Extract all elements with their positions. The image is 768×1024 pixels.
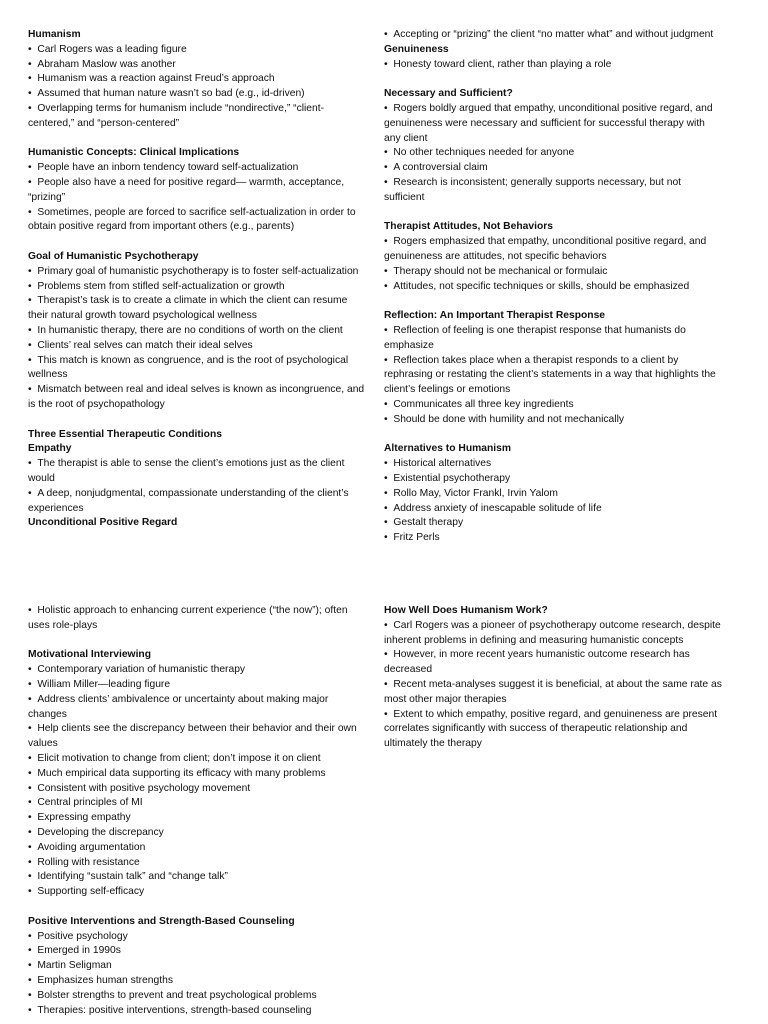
list-item: • Historical alternatives xyxy=(384,457,724,472)
list-item: • Mismatch between real and ideal selves is known as incongruence, and is the root of psychopathology xyxy=(28,383,368,413)
list-item: • Holistic approach to enhancing current experience (“the now”); often uses role-plays xyxy=(28,604,368,634)
list-item: • Emerged in 1990s xyxy=(28,944,368,959)
list-item: • A deep, nonjudgmental, compassionate understanding of the client’s experiences xyxy=(28,487,368,517)
list-item: • Honesty toward client, rather than playing a role xyxy=(384,58,724,73)
list-item: • The therapist is able to sense the client’s emotions just as the client would xyxy=(28,457,368,487)
list-item: • Abraham Maslow was another xyxy=(28,58,368,73)
list-item: • Contemporary variation of humanistic therapy xyxy=(28,663,368,678)
motivational-interviewing-heading: Motivational Interviewing xyxy=(28,649,152,661)
list-item: • Expressing empathy xyxy=(28,811,368,826)
list-item: • People have an inborn tendency toward self-actualization xyxy=(28,161,368,176)
empathy-heading: Empathy xyxy=(28,443,72,455)
list-item: • This match is known as congruence, and is the root of psychological wellness xyxy=(28,354,368,384)
list-item: • Research is inconsistent; generally supports necessary, but not sufficient xyxy=(384,176,724,206)
list-item: • Therapies: positive interventions, strength-based counseling xyxy=(28,1004,368,1019)
list-item: • Overlapping terms for humanism include “nondirective,” “client-centered,” and “person-centered” xyxy=(28,102,368,132)
list-item: • Consistent with positive psychology movement xyxy=(28,782,368,797)
positive-interventions-heading: Positive Interventions and Strength-Based Counseling xyxy=(28,915,295,927)
list-item: • Accepting or “prizing” the client “no matter what” and without judgment xyxy=(384,28,724,43)
list-item: • People also have a need for positive regard— warmth, acceptance, “prizing” xyxy=(28,176,368,206)
list-item: • Address clients’ ambivalence or uncertainty about making major changes xyxy=(28,693,368,723)
page1-left-column xyxy=(28,28,368,531)
list-item: • Rollo May, Victor Frankl, Irvin Yalom xyxy=(384,487,724,502)
list-item: • Problems stem from stifled self-actualization or growth xyxy=(28,280,368,295)
list-item: • Assumed that human nature wasn’t so bad (e.g., id-driven) xyxy=(28,87,368,102)
list-item: • Fritz Perls xyxy=(384,531,724,546)
list-item: • Attitudes, not specific techniques or skills, should be emphasized xyxy=(384,280,724,295)
goal-heading: Goal of Humanistic Psychotherapy xyxy=(28,250,199,262)
list-item: • Rolling with resistance xyxy=(28,856,368,871)
list-item: • Clients’ real selves can match their ideal selves xyxy=(28,339,368,354)
list-item: • Help clients see the discrepancy between their behavior and their own values xyxy=(28,722,368,752)
conditions-heading: Three Essential Therapeutic Conditions xyxy=(28,428,222,440)
list-item: • Rogers boldly argued that empathy, unconditional positive regard, and genuineness were necessary and sufficient for successful therapy with any client xyxy=(384,102,724,146)
list-item: • Primary goal of humanistic psychotherapy is to foster self-actualization xyxy=(28,265,368,280)
genuineness-heading: Genuineness xyxy=(384,43,449,55)
list-item: • Much empirical data supporting its efficacy with many problems xyxy=(28,767,368,782)
list-item: • Reflection of feeling is one therapist response that humanists do emphasize xyxy=(384,324,724,354)
list-item: • Martin Seligman xyxy=(28,959,368,974)
page2-right-column xyxy=(384,604,724,752)
list-item: • Extent to which empathy, positive regard, and genuineness are present correlates significantly with success of therapeutic relationship and ultimately the therapy xyxy=(384,708,724,752)
list-item: • William Miller—leading figure xyxy=(28,678,368,693)
list-item: • Communicates all three key ingredients xyxy=(384,398,724,413)
list-item: • Bolster strengths to prevent and treat psychological problems xyxy=(28,989,368,1004)
list-item: • Carl Rogers was a leading figure xyxy=(28,43,368,58)
list-item: • No other techniques needed for anyone xyxy=(384,146,724,161)
clinical-implications-heading: Humanistic Concepts: Clinical Implications xyxy=(28,147,240,159)
list-item: • Rogers emphasized that empathy, unconditional positive regard, and genuineness are attitudes, not specific behaviors xyxy=(384,235,724,265)
list-item: • Should be done with humility and not mechanically xyxy=(384,413,724,428)
alternatives-heading: Alternatives to Humanism xyxy=(384,443,512,455)
list-item: • Reflection takes place when a therapist responds to a client by rephrasing or restating the client’s statements in a way that highlights the client’s feelings or emotions xyxy=(384,354,724,398)
humanism-heading: Humanism xyxy=(28,29,81,40)
list-item: • Avoiding argumentation xyxy=(28,841,368,856)
list-item: • Therapy should not be mechanical or formulaic xyxy=(384,265,724,280)
upr-heading: Unconditional Positive Regard xyxy=(28,517,178,529)
list-item: • However, in more recent years humanistic outcome research has decreased xyxy=(384,648,724,678)
attitudes-heading: Therapist Attitudes, Not Behaviors xyxy=(384,221,553,233)
list-item: • Developing the discrepancy xyxy=(28,826,368,841)
list-item: • Gestalt therapy xyxy=(384,516,724,531)
list-item: • Emphasizes human strengths xyxy=(28,974,368,989)
list-item: • Existential psychotherapy xyxy=(384,472,724,487)
necessary-heading: Necessary and Sufficient? xyxy=(384,88,513,100)
list-item: • Identifying “sustain talk” and “change talk” xyxy=(28,870,368,885)
list-item: • Humanism was a reaction against Freud’s approach xyxy=(28,72,368,87)
list-item: • A controversial claim xyxy=(384,161,724,176)
list-item: • Recent meta-analyses suggest it is beneficial, at about the same rate as most other major therapies xyxy=(384,678,724,708)
page1-right-column xyxy=(384,28,724,546)
list-item: • Central principles of MI xyxy=(28,796,368,811)
list-item: • Supporting self-efficacy xyxy=(28,885,368,900)
page2-left-column xyxy=(28,604,368,1018)
list-item: • In humanistic therapy, there are no conditions of worth on the client xyxy=(28,324,368,339)
list-item: • Address anxiety of inescapable solitude of life xyxy=(384,502,724,517)
list-item: • Therapist’s task is to create a climate in which the client can resume their natural growth toward psychological wellness xyxy=(28,294,368,324)
how-well-heading: How Well Does Humanism Work? xyxy=(384,605,548,616)
list-item: • Carl Rogers was a pioneer of psychotherapy outcome research, despite inherent problems in defining and measuring humanistic concepts xyxy=(384,619,724,649)
list-item: • Positive psychology xyxy=(28,930,368,945)
reflection-heading: Reflection: An Important Therapist Response xyxy=(384,310,606,322)
list-item: • Elicit motivation to change from client; don’t impose it on client xyxy=(28,752,368,767)
list-item: • Sometimes, people are forced to sacrifice self-actualization in order to obtain positive regard from important others (e.g., parents) xyxy=(28,206,368,236)
